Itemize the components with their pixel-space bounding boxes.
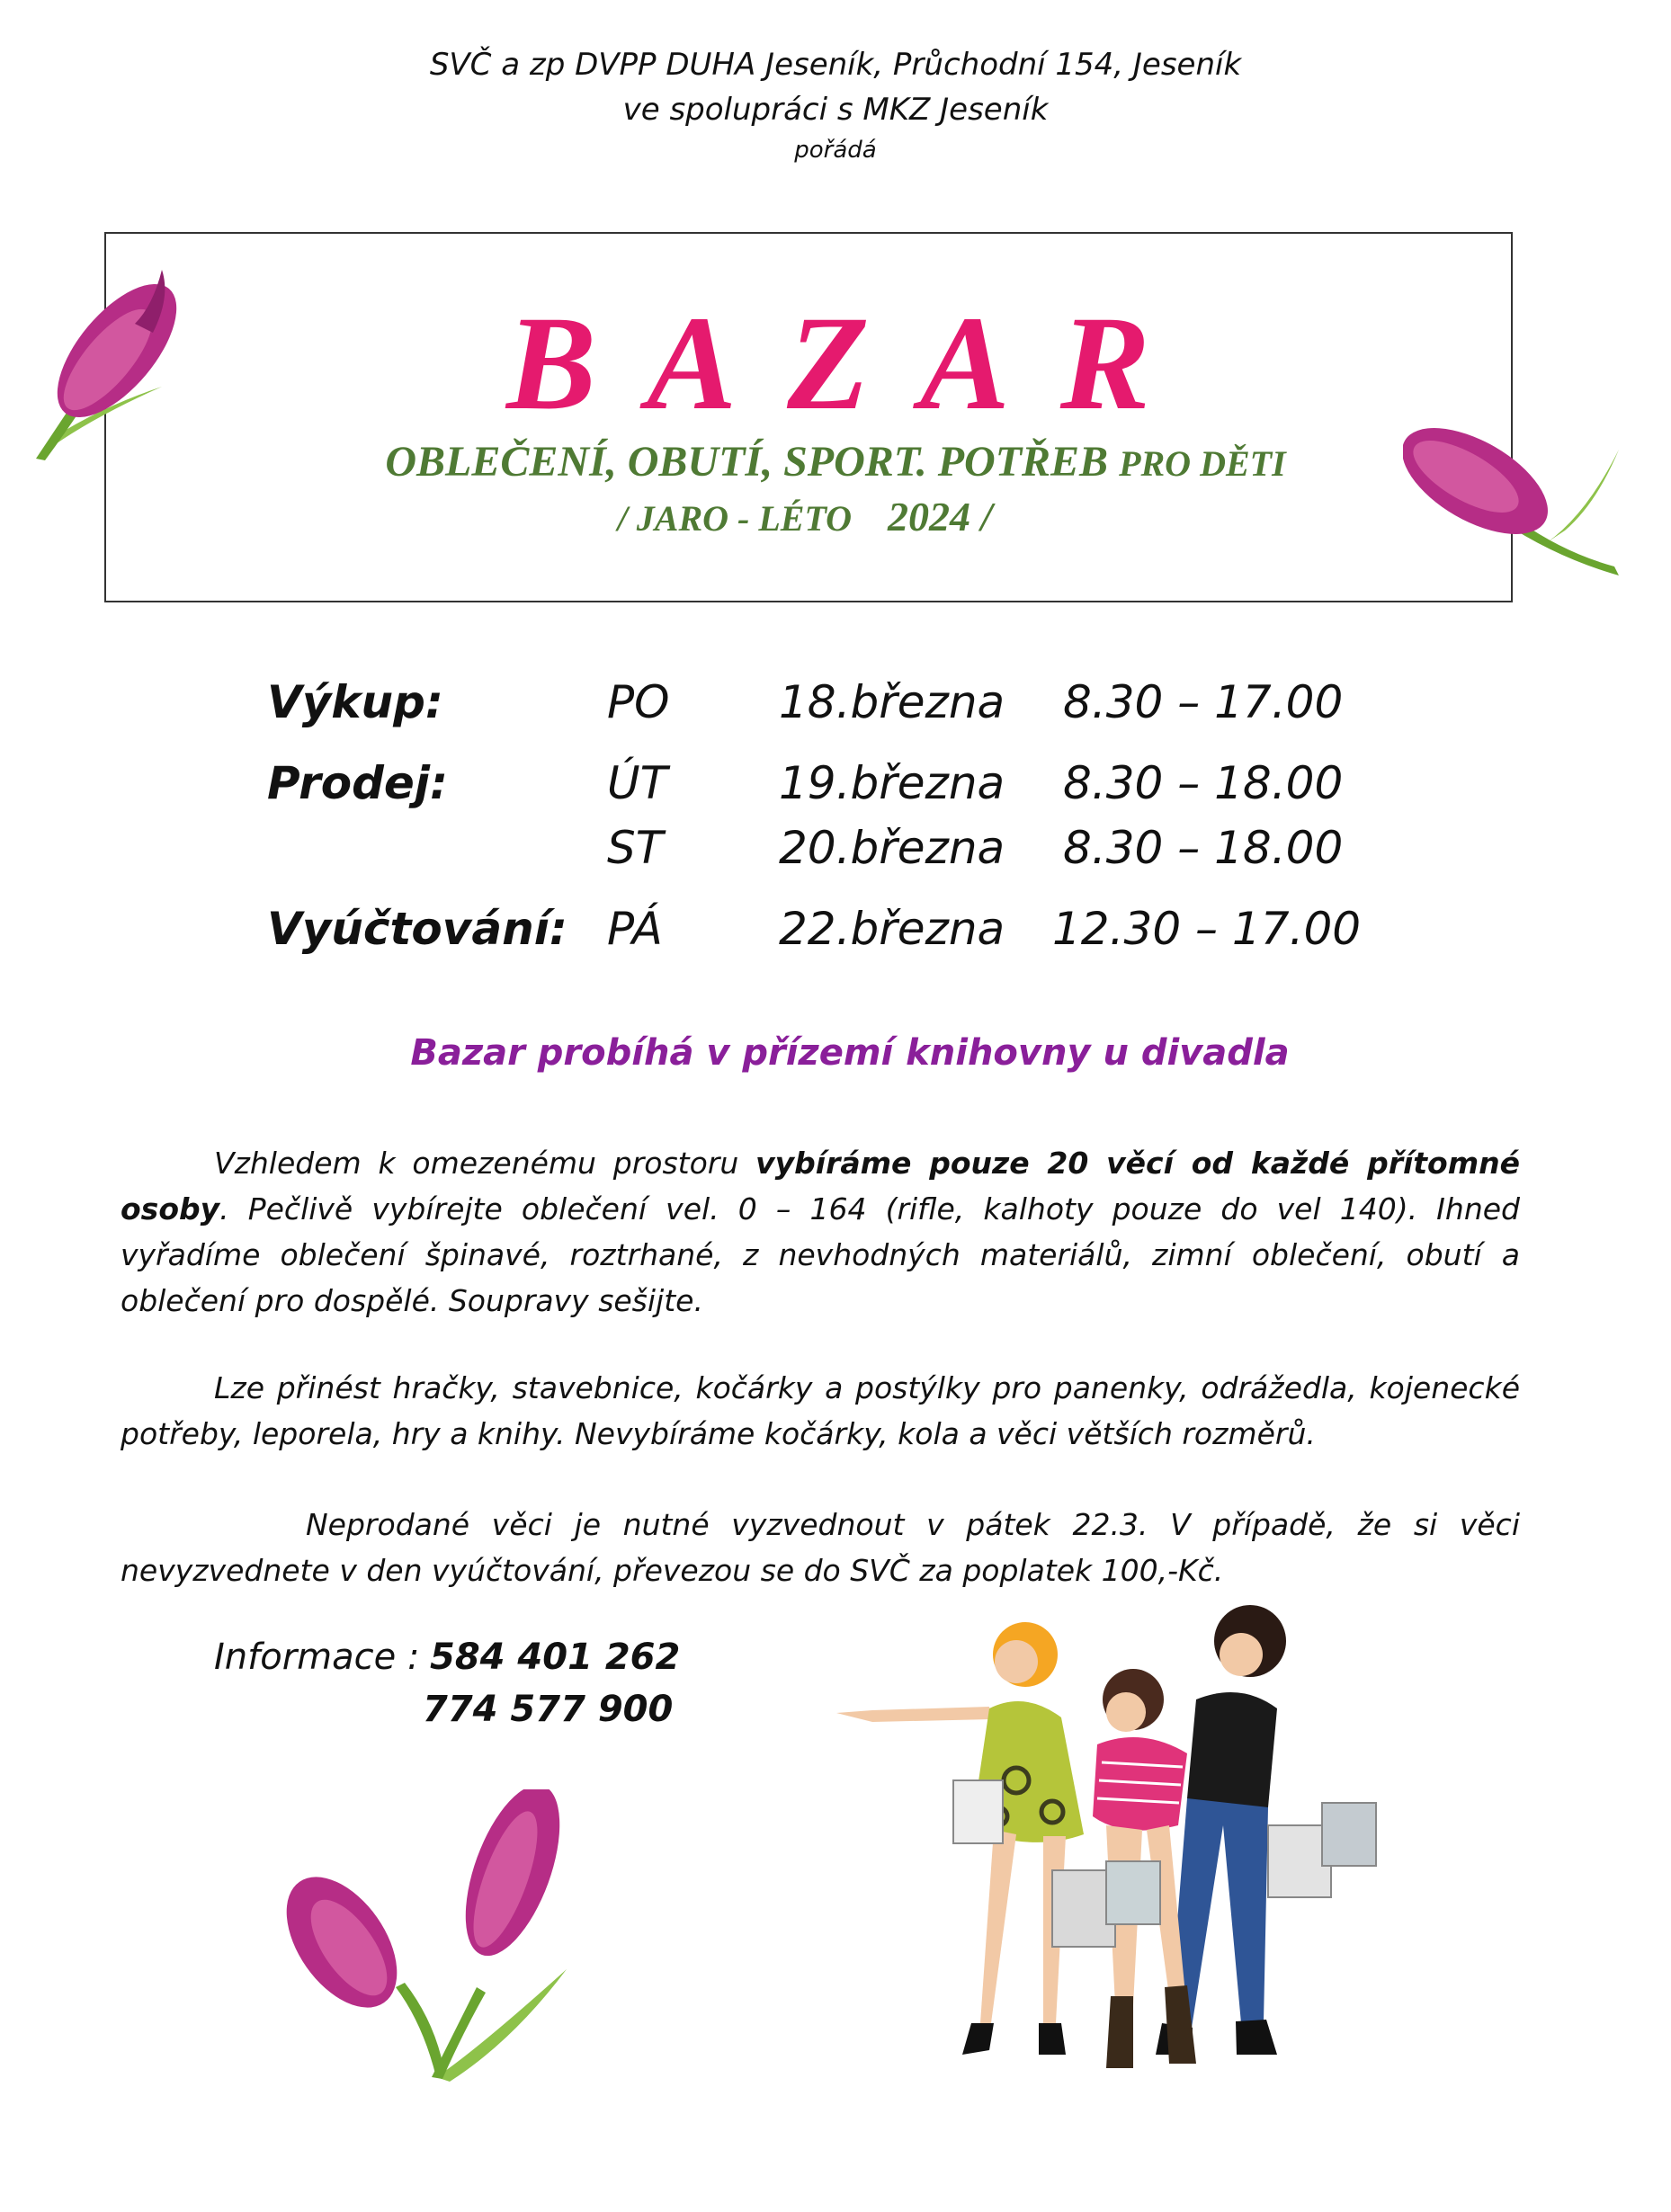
subtitle-small: PRO DĚTI	[1119, 443, 1286, 484]
schedule-day: ÚT	[607, 757, 668, 809]
p3-text: Neprodané věci je nutné vyzvednout v pátek 22.3. V případě, že si věci nevyzvednete v den vyúčtování, převezou se do SVČ za poplatek 100,-Kč.	[121, 1507, 1520, 1588]
tulip-icon	[270, 1789, 594, 2086]
season-year: 2024 /	[888, 494, 993, 540]
shopping-women-illustration	[836, 1601, 1412, 2194]
schedule-date: 20.března	[779, 822, 1005, 874]
season-text: / JARO - LÉTO	[617, 498, 853, 539]
schedule-day: PO	[607, 676, 670, 728]
p1-bold: vybíráme pouze 20 věcí od každé přítomné osoby	[121, 1146, 1520, 1226]
tulip-icon	[18, 252, 180, 468]
schedule-day: PÁ	[607, 903, 663, 955]
bazar-title: BAZAR	[506, 289, 1201, 438]
schedule-label-settlement: Vyúčtování:	[267, 903, 567, 955]
organizes-line: pořádá	[794, 137, 877, 164]
schedule-label-sale: Prodej:	[267, 757, 448, 809]
schedule-time: 8.30 – 18.00	[1063, 757, 1344, 809]
location-line: Bazar probíhá v přízemí knihovny u divadla	[410, 1032, 1290, 1074]
cooperation-line: ve spolupráci s MKZ Jeseník	[622, 92, 1049, 128]
schedule-date: 19.března	[779, 757, 1005, 809]
season-line	[0, 493, 1610, 540]
subtitle-main: OBLEČENÍ, OBUTÍ, SPORT. POTŘEB	[385, 438, 1109, 486]
tulip-icon	[1403, 423, 1628, 584]
schedule-date: 22.března	[779, 903, 1005, 955]
schedule-time: 8.30 – 17.00	[1063, 676, 1344, 728]
info-phone-1: 584 401 262	[430, 1637, 681, 1678]
p1-rest: . Pečlivě vybírejte oblečení vel. 0 – 164 (rifle, kalhoty pouze do vel 140). Ihned vyřadíme oblečení špinavé, roztrhané, z nevhodných materiálů, zimní oblečení, obutí a oblečení pro dospělé. Soupravy sešijte.	[121, 1191, 1520, 1318]
p2-text: Lze přinést hračky, stavebnice, kočárky a postýlky pro panenky, odrážedla, kojenecké potřeby, leporela, hry a knihy. Nevybíráme kočárky, kola a věci větších rozměrů.	[121, 1370, 1520, 1451]
paragraph-items-limit	[121, 1140, 1520, 1324]
info-label: Informace :	[214, 1637, 420, 1678]
p1-start: Vzhledem k omezenému prostoru	[214, 1146, 756, 1181]
schedule-day: ST	[607, 822, 664, 874]
schedule-time: 12.30 – 17.00	[1052, 903, 1362, 955]
schedule-label-buy: Výkup:	[267, 676, 443, 728]
paragraph-accepted-items	[121, 1365, 1520, 1457]
schedule-date: 18.března	[779, 676, 1005, 728]
info-phone-2: 774 577 900	[423, 1689, 674, 1730]
paragraph-unsold-items	[121, 1502, 1520, 1593]
organizer-line: SVČ a zp DVPP DUHA Jeseník, Průchodní 154, Jeseník	[429, 47, 1242, 83]
schedule-time: 8.30 – 18.00	[1063, 822, 1344, 874]
